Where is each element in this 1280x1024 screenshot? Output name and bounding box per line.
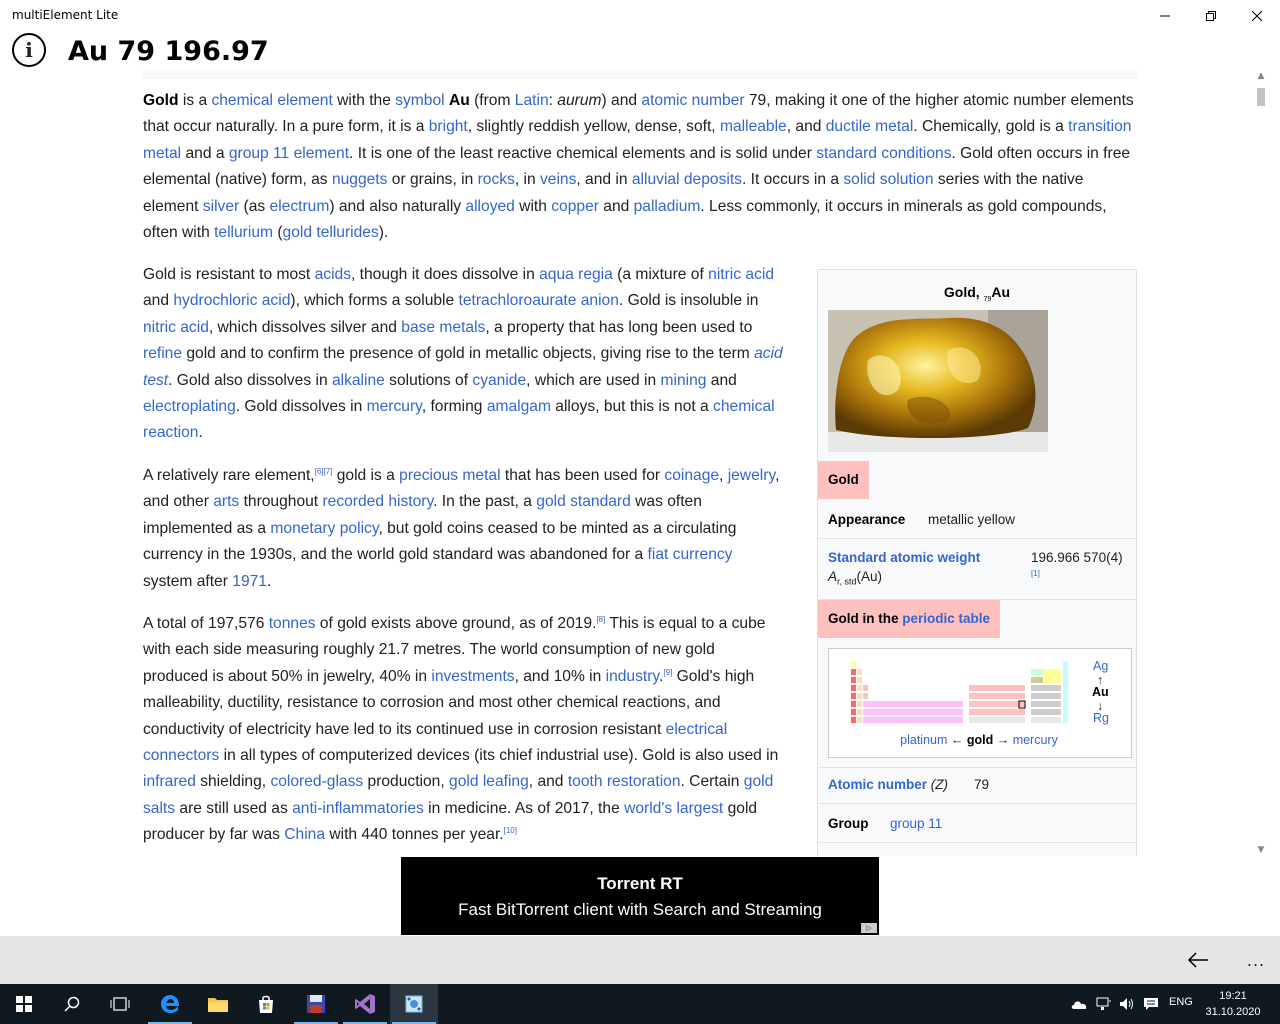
paragraph-resistance: Gold is resistant to most acids, though it does dissolve in aqua regia (a mixture of nitric acid and hydrochloric acid), which forms a soluble tetrachloroaurate anion. Gold is insoluble in nitric acid, which dissolves silver and base metals, a property that has long been used to refine gold and to confirm the presence of gold in metallic objects, giving rise to the term acid test. Gold also dissolves in alkaline solutions of cyanide, which are used in mining and electroplating. Gold dissolves in mercury, forming amalgam alloys, but this is not a chemical reaction. bbox=[143, 266, 783, 442]
link[interactable]: monetary policy bbox=[270, 519, 379, 537]
taskbar bbox=[0, 984, 1280, 1024]
link[interactable]: nuggets bbox=[331, 171, 388, 189]
vertical-scrollbar[interactable] bbox=[1255, 70, 1267, 856]
link[interactable]: nitric acid bbox=[708, 266, 775, 283]
link[interactable]: acids bbox=[314, 266, 351, 283]
citation[interactable]: [8] bbox=[596, 614, 606, 624]
save-app-button[interactable] bbox=[292, 984, 340, 1024]
clock[interactable] bbox=[1200, 988, 1266, 1020]
link[interactable]: group 11 element bbox=[228, 144, 350, 162]
divider bbox=[818, 767, 1136, 768]
link[interactable]: tooth restoration bbox=[567, 773, 681, 791]
link[interactable]: China bbox=[284, 826, 326, 844]
group-row: Group group 11 bbox=[828, 816, 869, 831]
ad-choices-icon[interactable]: ▷ bbox=[861, 923, 877, 933]
scroll-up-icon[interactable]: ▲ bbox=[1257, 71, 1265, 81]
paragraph-uses: A total of 197,576 tonnes of gold exists above ground, as of 2019.[8] This is equal to a cube with each side measuring roughly 21.7 metres. The world consumption of new gold produced is about 50% in jewelry, 40% in investments, and 10% in industry.[9] Gold's high malleability, ductility, resistance to corrosion and most other chemical reactions, and conductivity of electricity have led to its continued use in corrosion resistant electrical connectors in all types of computerized devices (its chief industrial use). Gold is also used in infrared shielding, colored-glass production, gold leafing, and tooth restoration. Certain gold salts are still used as anti-inflammatories in medicine. As of 2017, the world's largest gold producer by far was China with 440 tonnes per year.[10] bbox=[143, 614, 779, 844]
atomic-number-link[interactable]: Atomic number bbox=[828, 777, 928, 792]
link[interactable]: 1971 bbox=[232, 572, 267, 590]
pt-current-symbol: Au bbox=[1092, 685, 1109, 699]
divider bbox=[818, 842, 1136, 843]
link[interactable]: investments bbox=[431, 667, 515, 685]
article-content bbox=[143, 70, 1255, 856]
pt-d-block bbox=[969, 685, 1025, 715]
input-language[interactable]: ENG bbox=[1169, 996, 1193, 1008]
citation[interactable]: [6][7] bbox=[314, 466, 333, 476]
advertisement-banner[interactable] bbox=[401, 857, 879, 935]
link[interactable]: recorded history bbox=[322, 493, 434, 511]
standard-atomic-weight-link[interactable]: Standard atomic weight bbox=[828, 550, 981, 565]
link[interactable]: gold leafing bbox=[449, 773, 529, 791]
pt-up-link[interactable]: Ag bbox=[1093, 659, 1109, 673]
link[interactable]: industry bbox=[605, 667, 660, 685]
link[interactable]: hydrochloric acid bbox=[173, 292, 291, 310]
arrow-down-icon: ↓ bbox=[1097, 699, 1104, 713]
scroll-thumb[interactable] bbox=[1257, 88, 1265, 106]
action-center-icon[interactable] bbox=[1143, 996, 1159, 1012]
link[interactable]: atomic number bbox=[641, 92, 745, 109]
close-icon bbox=[1252, 11, 1262, 21]
arrow-up-icon: ↑ bbox=[1097, 673, 1104, 687]
appearance-row: Appearance metallic yellow bbox=[828, 512, 1016, 527]
link[interactable]: alluvial deposits bbox=[631, 171, 742, 189]
atomic-weight-row: Standard atomic weight $A_{r, std}(Au)$ 196.966 570(4) [1] bbox=[828, 550, 1123, 587]
link[interactable]: gold salts bbox=[143, 773, 774, 817]
minimize-button[interactable] bbox=[1142, 0, 1188, 32]
citation[interactable]: [10] bbox=[503, 826, 517, 836]
windows-logo-icon bbox=[16, 996, 32, 1012]
gold-nugget-image[interactable] bbox=[828, 310, 1048, 452]
restore-button[interactable] bbox=[1188, 0, 1234, 32]
link[interactable]: chemical element bbox=[211, 92, 333, 109]
volume-icon[interactable] bbox=[1119, 996, 1135, 1012]
link[interactable]: electrum bbox=[269, 197, 330, 215]
paragraph-intro: Gold is a chemical element with the symbol Au (from Latin: aurum) and atomic number 79, making it one of the higher atomic number elements that occur naturally. In a pure form, it is a bright, slightly reddish yellow, dense, soft, malleable, and ductile metal. Chemically, gold is a transition metal and a group 11 element. It is one of the least reactive chemical elements and is solid under standard conditions. Gold often occurs in free elemental (native) form, as nuggets or grains, in rocks, in veins, and in alluvial deposits. It occurs in a solid solution series with the native element silver (as electrum) and also naturally alloyed with copper and palladium. Less commonly, it occurs in minerals as gold compounds, often with tellurium (gold tellurides). bbox=[143, 92, 1134, 242]
pt-next-link[interactable]: mercury bbox=[1012, 733, 1058, 747]
store-icon bbox=[256, 994, 276, 1014]
atomic-number-row: Atomic number (Z) 79 bbox=[828, 777, 990, 792]
link[interactable]: coinage bbox=[664, 467, 720, 484]
folder-icon bbox=[207, 995, 229, 1013]
task-view-button[interactable] bbox=[96, 984, 144, 1024]
link[interactable]: tonnes bbox=[268, 615, 316, 632]
file-explorer-button[interactable] bbox=[194, 984, 242, 1024]
edge-icon bbox=[159, 993, 181, 1015]
link[interactable]: world's largest bbox=[624, 799, 724, 817]
link[interactable]: Latin bbox=[514, 92, 549, 109]
link[interactable]: refine bbox=[143, 345, 183, 363]
link[interactable]: tetrachloroaurate anion bbox=[458, 292, 619, 310]
link[interactable]: infrared bbox=[143, 773, 196, 791]
ad-subtitle: Fast BitTorrent client with Search and Streaming bbox=[458, 900, 822, 919]
link[interactable]: gold standard bbox=[536, 493, 631, 511]
link[interactable]: colored-glass bbox=[270, 773, 364, 791]
clock-time: 19:21 bbox=[1219, 990, 1247, 1002]
group-link[interactable]: group 11 bbox=[890, 816, 943, 831]
back-arrow-icon bbox=[1187, 952, 1209, 968]
link[interactable]: bright bbox=[428, 118, 468, 136]
link[interactable]: mercury bbox=[366, 398, 422, 416]
link[interactable]: aqua regia bbox=[539, 266, 613, 283]
link[interactable]: jewelry bbox=[727, 467, 776, 484]
floppy-disk-icon bbox=[306, 994, 326, 1014]
link[interactable]: gold tellurides bbox=[282, 224, 379, 242]
onedrive-icon[interactable] bbox=[1071, 996, 1087, 1012]
link[interactable]: nitric acid bbox=[143, 318, 209, 336]
app-title: multiElement Lite bbox=[12, 8, 119, 22]
link[interactable]: electroplating bbox=[143, 398, 236, 416]
link[interactable]: acid test bbox=[143, 345, 783, 389]
title-bar bbox=[0, 0, 1280, 32]
info-icon[interactable]: i bbox=[12, 33, 46, 67]
link[interactable]: palladium bbox=[633, 197, 701, 215]
periodic-table-widget[interactable] bbox=[828, 648, 1132, 758]
pt-prev-link[interactable]: platinum bbox=[900, 733, 948, 747]
link[interactable]: alkaline bbox=[331, 371, 385, 389]
back-button[interactable] bbox=[1178, 944, 1218, 976]
link[interactable]: silver bbox=[202, 197, 240, 215]
link[interactable]: precious metal bbox=[399, 467, 501, 484]
periodic-table-graphic bbox=[843, 657, 1083, 737]
link[interactable]: malleable bbox=[719, 118, 787, 136]
pt-down-link[interactable]: Rg bbox=[1093, 711, 1109, 725]
more-button[interactable] bbox=[1236, 944, 1276, 976]
link[interactable]: symbol bbox=[395, 92, 445, 109]
link[interactable]: electrical connectors bbox=[143, 720, 728, 765]
link[interactable]: copper bbox=[551, 197, 599, 215]
scroll-down-icon[interactable]: ▼ bbox=[1257, 845, 1265, 855]
link[interactable]: anti-inflammatories bbox=[292, 799, 424, 817]
link[interactable]: ductile metal bbox=[825, 118, 914, 136]
link[interactable]: fiat currency bbox=[647, 546, 733, 564]
gold-nugget-picture bbox=[828, 310, 1048, 452]
clock-date: 31.10.2020 bbox=[1205, 1006, 1261, 1018]
link[interactable]: standard conditions bbox=[816, 144, 952, 162]
infobox-title: Gold, $_{79}$Au bbox=[943, 284, 1011, 303]
link[interactable]: mining bbox=[660, 371, 707, 389]
link[interactable]: arts bbox=[213, 493, 240, 511]
link[interactable]: base metals bbox=[401, 318, 486, 336]
search-icon bbox=[64, 996, 80, 1012]
command-bar bbox=[0, 936, 1280, 984]
link[interactable]: cyanide bbox=[472, 371, 527, 389]
multielement-app-button[interactable] bbox=[390, 984, 438, 1024]
ad-title: Torrent RT bbox=[597, 874, 683, 893]
search-button[interactable] bbox=[48, 984, 96, 1024]
minimize-icon bbox=[1160, 11, 1170, 21]
visual-studio-icon bbox=[354, 993, 376, 1015]
pt-f-block bbox=[863, 701, 963, 723]
periodic-table-header: Gold in the periodic table bbox=[818, 600, 1000, 638]
link[interactable]: amalgam bbox=[486, 398, 551, 416]
restore-icon bbox=[1206, 11, 1216, 21]
divider bbox=[818, 538, 1136, 539]
infobox bbox=[817, 269, 1137, 856]
link[interactable]: alloyed bbox=[465, 197, 515, 215]
link[interactable]: transition metal bbox=[143, 118, 1132, 162]
divider bbox=[818, 803, 1136, 804]
pt-d-block-7 bbox=[969, 717, 1025, 723]
link[interactable]: chemical reaction bbox=[143, 398, 775, 442]
citation[interactable]: [9] bbox=[663, 667, 673, 677]
link[interactable]: rocks bbox=[477, 171, 515, 189]
link[interactable]: solid solution bbox=[843, 171, 934, 189]
multielement-icon bbox=[403, 993, 425, 1015]
visual-studio-button[interactable] bbox=[341, 984, 389, 1024]
pt-navigation: platinum ← gold → mercury bbox=[900, 733, 1058, 747]
edge-browser-button[interactable] bbox=[146, 984, 194, 1024]
pt-p-block bbox=[1031, 661, 1068, 723]
clipped-content-edge bbox=[143, 70, 1137, 78]
start-button[interactable] bbox=[0, 984, 48, 1024]
link[interactable]: tellurium bbox=[214, 224, 274, 242]
infobox-name-header: Gold bbox=[818, 461, 869, 499]
task-view-icon bbox=[110, 996, 130, 1012]
paragraph-rarity: A relatively rare element,[6][7] gold is a precious metal that has been used for coinage, jewelry, and other arts throughout recorded history. In the past, a gold standard was often implemented as a monetary policy, but gold coins ceased to be minted as a circulating currency in the 1930s, and the world gold standard was abandoned for a fiat currency system after 1971. bbox=[143, 466, 780, 590]
page-title: Au 79 196.97 bbox=[68, 36, 269, 67]
store-button[interactable] bbox=[242, 984, 290, 1024]
periodic-table-link[interactable]: periodic table bbox=[902, 611, 991, 626]
close-button[interactable] bbox=[1234, 0, 1280, 32]
network-icon[interactable] bbox=[1096, 996, 1112, 1012]
more-icon: ... bbox=[1246, 950, 1266, 970]
link[interactable]: veins bbox=[539, 171, 577, 189]
